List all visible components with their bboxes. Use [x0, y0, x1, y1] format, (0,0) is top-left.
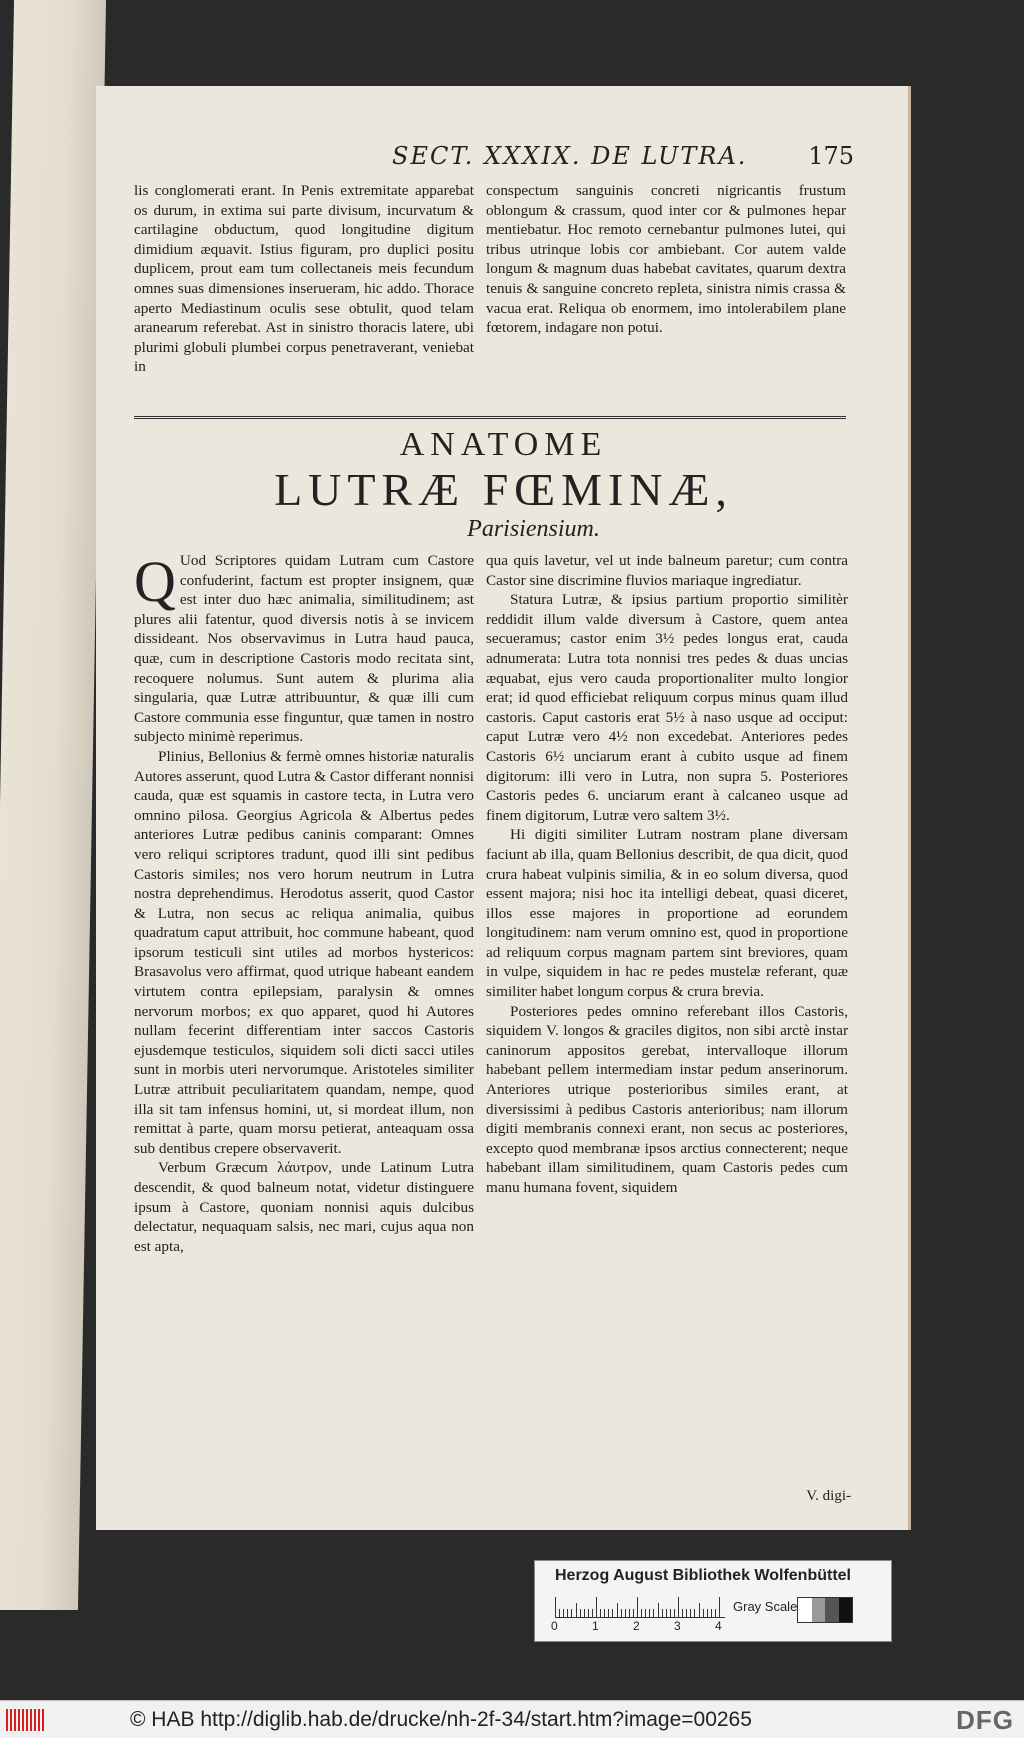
- ruler-tick: [567, 1609, 568, 1617]
- ruler-tick: [633, 1609, 634, 1617]
- ruler-tick: [674, 1609, 675, 1617]
- heading-lutrae-foeminae: LUTRÆ FŒMINÆ,: [274, 464, 733, 515]
- ruler-tick: [617, 1603, 618, 1617]
- heading-anatome: ANATOME: [399, 426, 608, 463]
- ruler-tick: [690, 1609, 691, 1617]
- paragraph: Statura Lutræ, & ipsius partium proportio similitèr reddidit illum valde diversum à Castore, quem antea secueramus; castor enim 3½ pedes longus erat, cauda adnumerata: Lutra tota nonnisi tres pedes & duas uncias æquabat, ejus vero cauda proportionaliter multo longior erat; id quod efficiebat reliquum corpus minus quam illud castoris. Caput castoris erat 5½ à naso usque ad occiput: caput Lutræ vero 4½ non excedebat. Anteriores pedes Castoris 6½ unciarum erant à cubito usque ad finem digitorum: illi vero in Lutra, non supra 5. Posteriores Castoris pedes 6. unciarum erant à calcaneo usque ad finem digitorum, Lutræ vero saltem 3½.: [486, 591, 848, 824]
- gray-scale-swatch: [797, 1597, 853, 1623]
- ruler-tick: [555, 1597, 556, 1617]
- ruler-tick: [592, 1609, 593, 1617]
- ruler-tick: [686, 1609, 687, 1617]
- ruler-tick: [596, 1597, 597, 1617]
- drop-cap: Q: [134, 549, 176, 614]
- ruler-tick: [559, 1609, 560, 1617]
- top-left-column: [134, 181, 474, 377]
- ruler-tick: [608, 1609, 609, 1617]
- book-page: [96, 86, 911, 1530]
- paragraph: Hi digiti similiter Lutram nostram plane diversam faciunt ab illa, quam Bellonius describit, de qua dicit, quod crura habeat vulpinis similia, & in eo solum diversa, quod essent majora; nisi hoc ita intelligi debeat, quasi diceret, illos esse majores in proportione ad eorundem longitudinem: nam verum omnino est, quod in proportione ad reliquum corpus magnam partem sint breviores, quam in vulpe, siquidem in hac re pedes mustelæ referant, quæ similiter habet longum corpus & crura brevia.: [486, 826, 848, 1001]
- ruler-number: 2: [633, 1619, 640, 1633]
- ruler-tick: [604, 1609, 605, 1617]
- bottom-left-column: [134, 551, 474, 1256]
- dfg-logo: DFG: [956, 1705, 1014, 1735]
- ruler-tick: [645, 1609, 646, 1617]
- ruler-tick: [625, 1609, 626, 1617]
- ruler-tick: [658, 1603, 659, 1617]
- ruler-tick: [694, 1609, 695, 1617]
- ruler-tick: [666, 1609, 667, 1617]
- ruler-tick: [563, 1609, 564, 1617]
- ruler-tick: [662, 1609, 663, 1617]
- ruler-tick: [637, 1597, 638, 1617]
- ruler-tick: [653, 1609, 654, 1617]
- top-left-text: lis conglomerati erant. In Penis extremitate apparebat os durum, in extima sui parte divisum, incurvatum & cartilagine obductum, quod longitudine digitum dimidium æquavit. Istius figuram, pro duplici positu duplicem, prout eam tum collectaneis meis fecundum omnes suas dimensiones inserueram, hic addo. Thorace aperto Mediastinum oculis sese obtulit, quod telam aranearum referebat. Ast in sinistro thoracis latere, ubi plurimi globuli plumbei corpus penetraverant, veniebat in: [134, 182, 474, 376]
- ruler-numbers: [551, 1619, 751, 1635]
- adjacent-page-show-through: [0, 40, 91, 1540]
- ruler-number: 4: [715, 1619, 722, 1633]
- ruler-tick: [715, 1609, 716, 1617]
- ruler-tick: [629, 1609, 630, 1617]
- measurement-ruler: [555, 1595, 725, 1618]
- ruler-tick: [621, 1609, 622, 1617]
- ruler-tick: [641, 1609, 642, 1617]
- ruler-tick: [670, 1609, 671, 1617]
- paragraph: Verbum Græcum λάυτρον, unde Latinum Lutra descendit, & quod balneum notat, videtur distinguere ipsum à Castore, quoniam nonnisi aquis dulcibus delectatur, nequaquam salsis, nec mari, cujus aqua non est apta,: [134, 1159, 474, 1255]
- gray-scale-label: Gray Scale: [733, 1599, 798, 1614]
- ruler-tick: [584, 1609, 585, 1617]
- ruler-tick: [719, 1597, 720, 1617]
- ruler-tick: [580, 1609, 581, 1617]
- paragraph: [134, 551, 474, 747]
- bottom-right-column: [486, 551, 848, 1198]
- ruler-tick: [678, 1597, 679, 1617]
- ruler-tick: [576, 1603, 577, 1617]
- ruler-tick: [707, 1609, 708, 1617]
- hab-logo-icon: [6, 1709, 46, 1731]
- paragraph: Posteriores pedes omnino referebant illos Castoris, siquidem V. longos & graciles digitos, non sibi arctè instar caninorum appositos gerebat, intervalloque illorum habebant pellem intermediam instar pedum anserinorum. Anteriores utrique posterioribus similes erant, at diversissimi à pedibus Castoris anterioribus; nam illorum digiti membranis connexi erant, non secus ac posteriores, excepto quod membranæ ipsos arctius connecterent; neque habebant illam similitudinem, quam Castoris pedes cum manu humana fovent, siquidem: [486, 1002, 848, 1196]
- ruler-number: 0: [551, 1619, 558, 1633]
- page-number: 175: [808, 142, 854, 170]
- ruler-number: 3: [674, 1619, 681, 1633]
- ruler-tick: [649, 1609, 650, 1617]
- ruler-tick: [571, 1609, 572, 1617]
- top-right-column: [486, 181, 846, 338]
- section-divider: [134, 416, 846, 419]
- ruler-number: 1: [592, 1619, 599, 1633]
- top-right-text: conspectum sanguinis concreti nigricantis frustum oblongum & crassum, quod inter cor & pulmones hepar mentiebatur. Hoc remoto cernebantur pulmones lutei, qui tribus utrinque lobis cor ambiebant. Cor autem valde longum & magnum duas habebat cavitates, quarum dextra tenuis & sanguine concreto repleta, sinistra nimis crassa & vacua erat. Reliqua ob enormem, imo intolerabilem plane fœtorem, indagare non potui.: [486, 182, 846, 337]
- paragraph: Plinius, Bellonius & fermè omnes historiæ naturalis Autores asserunt, quod Lutra & Castor differant nonnisi cauda, quæ est squamis in castore tecta, in Lutra vero omnino pilosa. Georgius Agricola & Albertus pedes anteriores Lutræ pedibus caninis comparant: Omnes vero reliqui scriptores tradunt, quod illi sint pedibus Castoris similes; nos vero horum neutrum in Lutra nostra deprehendimus. Herodotus asserit, quod Castor & Lutra, non secus ac reliqua animalia, quibus quadratum caput attribuit, hoc commune habeant, quod ipsorum testiculi sint utiles ad morbos hystericos: Brasavolus vero affirmat, quod utrique habeant eandem virtutem contra epilepsiam, paralysin & omnes nervorum morbos; ex quo apparet, quod hi Autores nullam fecerint differentiam inter saccos Castoris ejusdemque testiculos, siquidem soli dicti sacci utiles sunt in morbis uteri nervorumque. Aristoteles similiter Lutræ attribuit peculiaritatem quandam, nempe, quod illa sit tam infensus homini, ut, si mordeat illum, non remittat à parte, quam morsu petierat, anteaquam ossa sub dentibus crepere observaverit.: [134, 747, 474, 1157]
- ruler-tick: [588, 1609, 589, 1617]
- library-scan-label: [534, 1560, 892, 1642]
- paragraph: qua quis lavetur, vel ut inde balneum paretur; cum contra Castor sine discrimine fluvios mariaque ingrediatur.: [486, 552, 848, 589]
- ruler-tick: [682, 1609, 683, 1617]
- running-title: SECT. XXXIX. DE LUTRA.: [392, 142, 748, 170]
- footer-bar: [0, 1700, 1024, 1738]
- ruler-tick: [699, 1603, 700, 1617]
- copyright-url: © HAB http://diglib.hab.de/drucke/nh-2f-34/start.htm?image=00265: [130, 1708, 752, 1731]
- ruler-tick: [612, 1609, 613, 1617]
- library-name: Herzog August Bibliothek Wolfenbüttel: [555, 1567, 851, 1584]
- ruler-tick: [703, 1609, 704, 1617]
- heading-parisiensium: Parisiensium.: [467, 516, 600, 542]
- catchword: V. digi-: [806, 1488, 851, 1504]
- ruler-tick: [711, 1609, 712, 1617]
- paragraph-text: Uod Scriptores quidam Lutram cum Castore confuderint, factum est propter insignem, quæ est inter duo hæc animalia, similitudinem; ast plures alii fatentur, quod diversis notis à se invicem dissideant. Nos observavimus in Lutra haud pauca, quæ, cum in descriptione Castoris modo recitata sint, recoquere nolumus. Sunt autem & plurima alia singularia, quæ Lutræ attribuuntur, & quæ illi cum Castore communia esse finguntur, quæ tamen in nostro subjecto minimè reperimus.: [134, 552, 474, 746]
- page-header: [294, 142, 854, 172]
- ruler-tick: [600, 1609, 601, 1617]
